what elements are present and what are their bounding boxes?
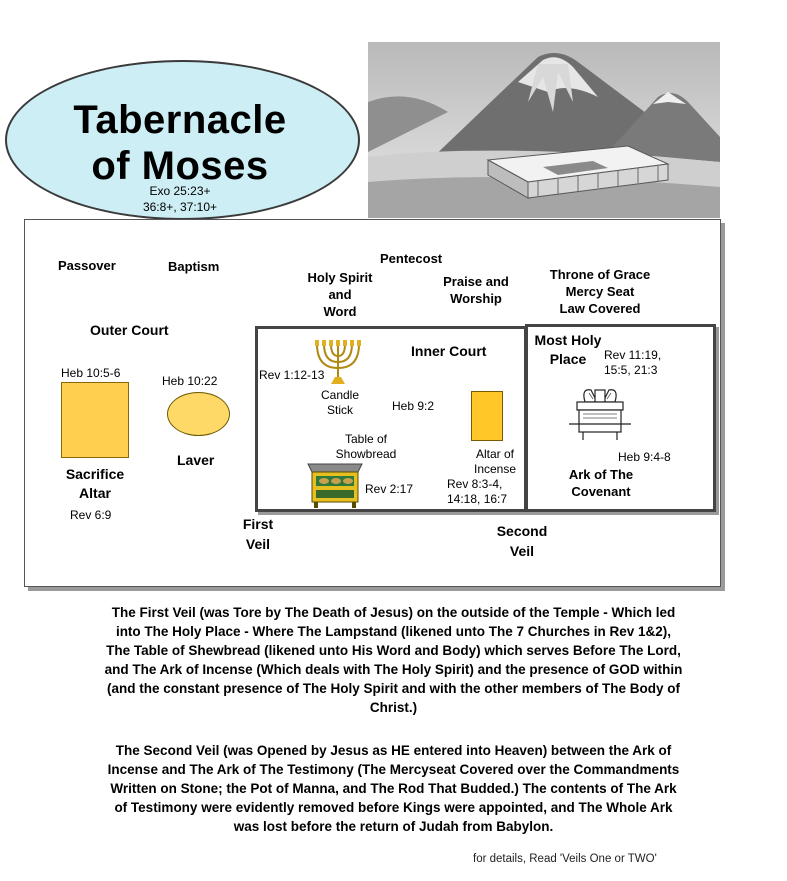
inner-court-label: Inner Court (411, 343, 487, 359)
sacrifice-altar-label: Sacrifice Altar (65, 466, 125, 501)
ark-of-covenant-icon (567, 384, 633, 446)
paragraph-first-veil: The First Veil (was Tore by The Death of Jesus) on the outside of the Temple - Which led into The Holy Place - Where The Lampstand (likened unto The 7 Churches in Rev 1&2), The Table of Shewbread (likened unto His Word and Body) which serves Before The Lord, and The Ark of Incense (Which deals with The Holy Spirit) and the presence of GOD within (and the constant presence of The Holy Spirit and with the other members of The Body of Christ.) (104, 605, 683, 715)
showbread-label: Table of Showbread (335, 432, 397, 461)
sacrifice-altar-square (61, 382, 129, 458)
sacrifice-ref: Heb 10:5-6 (61, 366, 121, 380)
incense-ref: Rev 8:3-4, 14:18, 16:7 (447, 477, 508, 506)
menorah-icon (311, 338, 365, 386)
candle-ref: Rev 1:12-13 (259, 368, 325, 382)
title-line-1: Tabernacle (73, 98, 287, 142)
outer-court-label: Outer Court (90, 322, 169, 338)
sacrifice-ref-2: Rev 6:9 (70, 508, 112, 522)
most-holy-ref: Rev 11:19, 15:5, 21:3 (604, 348, 662, 377)
holy-spirit-label: Holy Spirit and Word (307, 270, 373, 319)
first-veil-label: First Veil (242, 516, 274, 552)
throne-of-grace-label: Throne of Grace Mercy Seat Law Covered (549, 267, 651, 316)
passover-label: Passover (58, 258, 116, 273)
paragraph-second-veil: The Second Veil (was Opened by Jesus as HE entered into Heaven) between the Ark of Incense and The Ark of The Testimony (The Mercyseat Covered over the Commandments Written on Stone; the Pot of Manna, and The Rod That Budded.) The contents of The Ark of Testimony were evidently removed before Kings were appointed, and The Whole Ark was lost before the return of Judah from Babylon. (107, 743, 680, 834)
ark-ref: Heb 9:4-8 (618, 450, 671, 464)
title-line-2: of Moses (91, 144, 269, 188)
incense-altar-rect (471, 391, 503, 441)
laver-ref: Heb 10:22 (162, 374, 218, 388)
pentecost-label: Pentecost (380, 251, 443, 266)
praise-worship-label: Praise and Worship (443, 274, 509, 306)
ark-of-covenant-label: Ark of The Covenant (568, 467, 634, 499)
title-ref-2: 36:8+, 37:10+ (142, 200, 218, 214)
laver-circle (167, 392, 230, 436)
candle-stick-label: Candle Stick (320, 388, 360, 417)
most-holy-place-label: Most Holy Place (534, 332, 602, 367)
second-veil-label: Second Veil (496, 523, 548, 559)
incense-altar-label: Altar of Incense (473, 447, 517, 476)
showbread-ref: Rev 2:17 (365, 482, 414, 496)
baptism-label: Baptism (168, 259, 220, 274)
footer-link-text[interactable]: for details, Read 'Veils One or TWO' (473, 853, 657, 865)
title-ref-1: Exo 25:23+ (149, 184, 211, 198)
showbread-table-icon (306, 458, 364, 508)
mountain-tabernacle-image (368, 42, 720, 218)
heb-9-2-ref: Heb 9:2 (392, 399, 435, 413)
laver-label: Laver (177, 452, 215, 468)
